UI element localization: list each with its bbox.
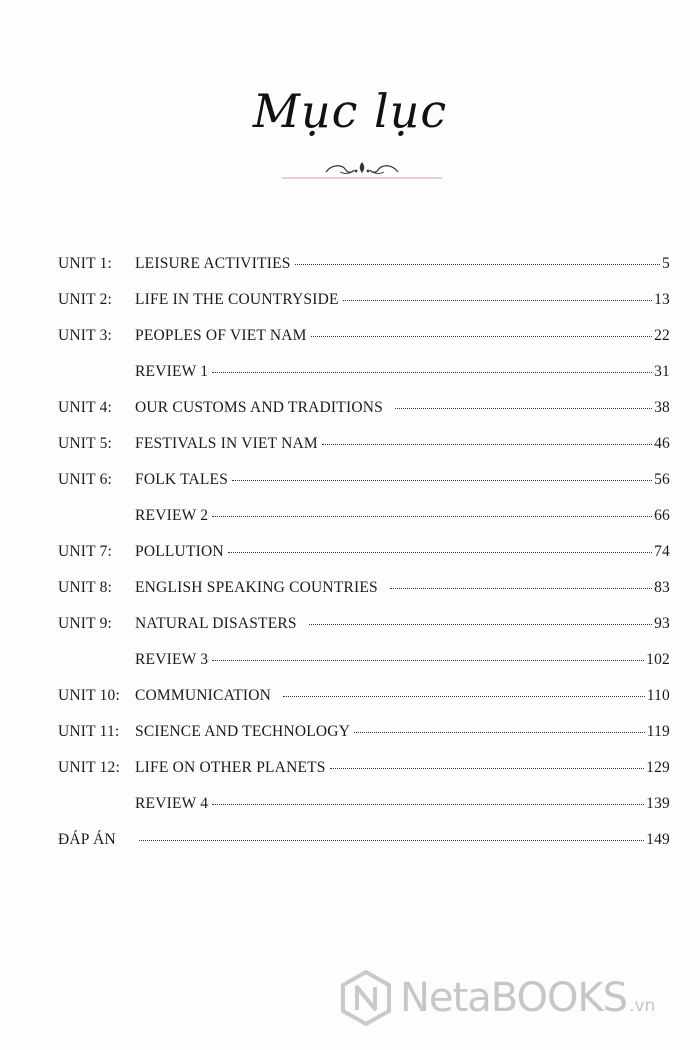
toc-leader-dots <box>228 552 652 553</box>
toc-row <box>58 723 670 759</box>
toc-row <box>58 327 670 363</box>
toc-title: FOLK TALES <box>135 471 229 488</box>
watermark-text <box>400 975 655 1021</box>
toc-unit-label: UNIT 12: <box>58 759 121 776</box>
toc-page-number: 74 <box>654 543 670 560</box>
toc-page-number: 38 <box>654 399 670 416</box>
toc-unit-label: UNIT 4: <box>58 399 113 416</box>
toc-title: REVIEW 3 <box>135 651 209 668</box>
toc-leader-dots <box>212 516 652 517</box>
toc-leader-dots <box>212 804 644 805</box>
toc-row <box>58 759 670 795</box>
toc-leader-dots <box>295 264 660 265</box>
toc-title: COMMUNICATION <box>135 687 272 704</box>
toc-unit-label: ĐÁP ÁN <box>58 831 116 848</box>
toc-row <box>58 831 670 867</box>
toc-leader-dots <box>212 372 652 373</box>
toc-unit-label: UNIT 10: <box>58 687 121 704</box>
toc-leader-dots <box>139 840 644 841</box>
toc-title: SCIENCE AND TECHNOLOGY <box>135 723 351 740</box>
toc-page-number: 46 <box>654 435 670 452</box>
neta-logo-icon <box>340 970 392 1026</box>
toc-leader-dots <box>354 732 645 733</box>
watermark <box>340 968 700 1028</box>
toc-title: OUR CUSTOMS AND TRADITIONS <box>135 399 383 416</box>
toc-page-number: 93 <box>654 615 670 632</box>
toc-unit-label: UNIT 6: <box>58 471 113 488</box>
ornament-divider-icon <box>282 160 442 188</box>
toc-row <box>58 651 670 687</box>
table-of-contents <box>58 255 670 867</box>
toc-row <box>58 399 670 435</box>
toc-unit-label: UNIT 2: <box>58 291 113 308</box>
watermark-suffix: .vn <box>629 996 656 1016</box>
toc-leader-dots <box>330 768 645 769</box>
toc-page-number: 102 <box>646 651 670 668</box>
toc-leader-dots <box>343 300 652 301</box>
toc-row <box>58 615 670 651</box>
title-wrap <box>0 84 700 138</box>
toc-page-number: 31 <box>654 363 670 380</box>
toc-row <box>58 579 670 615</box>
toc-leader-dots <box>395 408 652 409</box>
toc-page-number: 13 <box>654 291 670 308</box>
toc-unit-label: UNIT 8: <box>58 579 113 596</box>
toc-row <box>58 255 670 291</box>
toc-title: NATURAL DISASTERS <box>135 615 297 632</box>
toc-leader-dots <box>212 660 644 661</box>
toc-title: LIFE ON OTHER PLANETS <box>135 759 326 776</box>
toc-unit-label: UNIT 3: <box>58 327 113 344</box>
toc-title: ENGLISH SPEAKING COUNTRIES <box>135 579 378 596</box>
toc-title: REVIEW 4 <box>135 795 209 812</box>
toc-row <box>58 507 670 543</box>
toc-page-number: 149 <box>646 831 670 848</box>
toc-row <box>58 471 670 507</box>
toc-row <box>58 543 670 579</box>
toc-title: REVIEW 1 <box>135 363 209 380</box>
toc-row <box>58 795 670 831</box>
page-title: Mục lục <box>252 84 448 138</box>
toc-title: REVIEW 2 <box>135 507 209 524</box>
toc-page-number: 119 <box>646 723 670 740</box>
toc-page-number: 56 <box>654 471 670 488</box>
toc-unit-label: UNIT 11: <box>58 723 120 740</box>
toc-row <box>58 435 670 471</box>
toc-unit-label: UNIT 9: <box>58 615 113 632</box>
toc-page-number: 129 <box>646 759 670 776</box>
toc-page-number: 139 <box>646 795 670 812</box>
toc-leader-dots <box>322 444 652 445</box>
toc-row <box>58 687 670 723</box>
toc-page-number: 83 <box>654 579 670 596</box>
toc-page-number: 22 <box>654 327 670 344</box>
toc-leader-dots <box>390 588 652 589</box>
toc-title: PEOPLES OF VIET NAM <box>135 327 307 344</box>
toc-title: LEISURE ACTIVITIES <box>135 255 291 272</box>
toc-unit-label: UNIT 5: <box>58 435 113 452</box>
toc-leader-dots <box>309 624 652 625</box>
toc-title: LIFE IN THE COUNTRYSIDE <box>135 291 339 308</box>
toc-page-number: 66 <box>654 507 670 524</box>
toc-title: FESTIVALS IN VIET NAM <box>135 435 318 452</box>
toc-page-number: 110 <box>646 687 670 704</box>
watermark-brand: NetaBOOKS <box>400 975 628 1021</box>
toc-title: POLLUTION <box>135 543 224 560</box>
toc-leader-dots <box>283 696 645 697</box>
toc-unit-label: UNIT 1: <box>58 255 113 272</box>
toc-row <box>58 291 670 327</box>
toc-leader-dots <box>232 480 652 481</box>
toc-unit-label: UNIT 7: <box>58 543 113 560</box>
toc-row <box>58 363 670 399</box>
toc-page-number: 5 <box>662 255 670 272</box>
toc-leader-dots <box>311 336 652 337</box>
